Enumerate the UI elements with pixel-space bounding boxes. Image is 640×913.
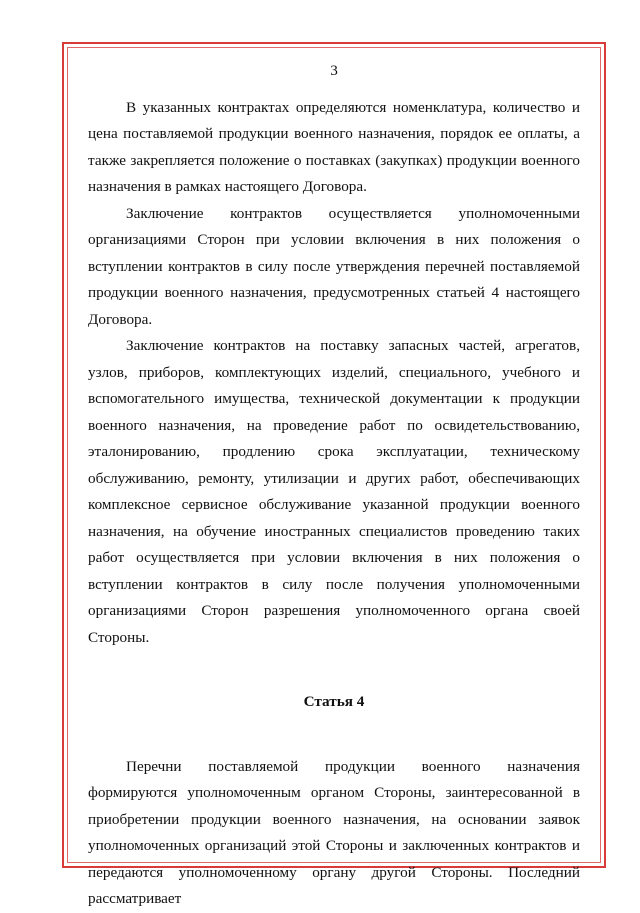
article-heading: Статья 4 <box>303 693 365 710</box>
document-page <box>88 58 580 913</box>
paragraph-contracts-conclusion: Заключение контрактов осуществляется уполномоченными организациями Сторон при условии включения в них положения о вступлении контрактов в силу после утверждения перечней поставляемой продукции военного назначения, предусмотренных статьей 4 настоящего Договора. <box>88 204 580 328</box>
page-number: 3 <box>330 62 338 79</box>
paragraph-contracts-nomenclature: В указанных контрактах определяются номенклатура, количество и цена поставляемой продукции военного назначения, порядок ее оплаты, а также закрепляется положение о поставках (закупках) продукции военного назначения в рамках настоящего Договора. <box>88 98 580 195</box>
paragraph-article-4: Перечни поставляемой продукции военного назначения формируются уполномоченным органом Стороны, заинтересованной в приобретении продукции военного назначения, на основании заявок уполномоченных организаций этой Стороны и заключенных контрактов и передаются уполномоченному органу другой Стороны. Последний рассматривает <box>88 757 580 907</box>
paragraph-contracts-spare-parts: Заключение контрактов на поставку запасных частей, агрегатов, узлов, приборов, комплектующих изделий, специального, учебного и вспомогательного имущества, технической документации к продукции военного назначения, на проведение работ по освидетельствованию, эталонированию, продлению срока эксплуатации, техническому обслуживанию, ремонту, утилизации и других работ, обеспечивающих комплексное сервисное обслуживание указанной продукции военного назначения, на обучение иностранных специалистов проведению таких работ осуществляется при условии включения в них положения о вступлении контрактов в силу после получения уполномоченными организациями Сторон разрешения уполномоченного органа своей Стороны. <box>88 337 580 646</box>
